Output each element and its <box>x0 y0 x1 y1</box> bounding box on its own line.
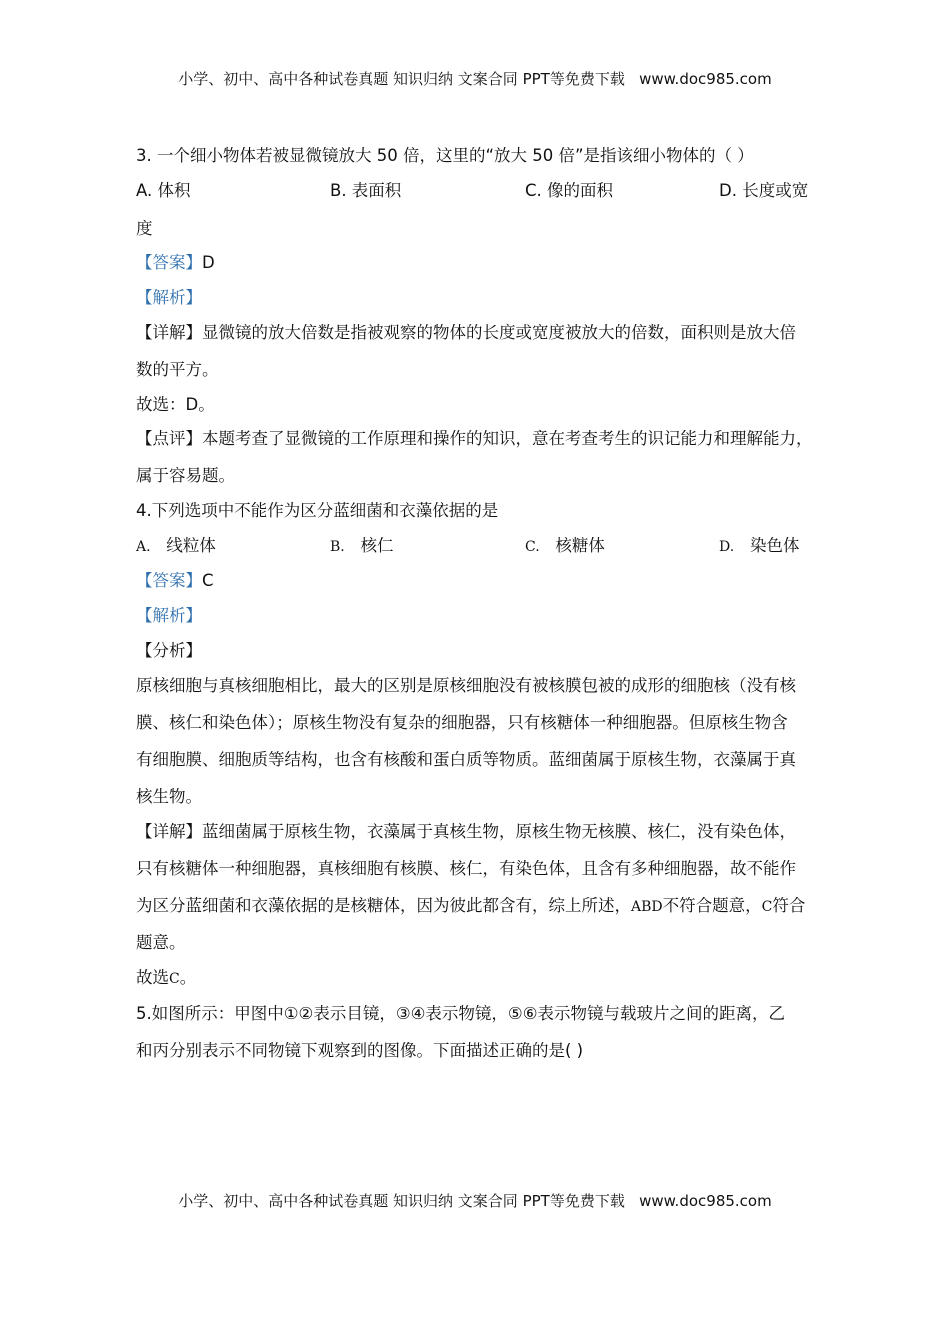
q4-option-d: D. 染色体 <box>719 536 800 555</box>
q4-analysis-label: 【解析】 <box>136 606 202 625</box>
q4-choose: 故选C。 <box>136 968 197 987</box>
detail-text: 蓝细菌属于原核生物，衣藻属于真核生物，原核生物无核膜、核仁，没有染色体， <box>202 822 796 841</box>
q4-fenxi-line4: 核生物。 <box>136 787 202 806</box>
q3-analysis-label: 【解析】 <box>136 288 202 307</box>
q4-fenxi-line1: 原核细胞与真核细胞相比，最大的区别是原核细胞没有被核膜包被的成形的细胞核（没有核 <box>136 676 796 695</box>
q3-option-d-wrap: 度 <box>136 219 153 238</box>
q5-stem-line1: 5.如图所示：甲图中①②表示目镜，③④表示物镜，⑤⑥表示物镜与载玻片之间的距离，乙 <box>136 1004 785 1023</box>
q3-option-b: B. 表面积 <box>330 181 402 200</box>
q3-option-a: A. 体积 <box>136 181 191 200</box>
q5-stem-line2: 和丙分别表示不同物镜下观察到的图像。下面描述正确的是( ) <box>136 1041 584 1060</box>
q4-detail <box>136 822 796 842</box>
q3-comment <box>136 429 813 449</box>
answer-value: D <box>202 253 215 272</box>
q4-option-b: B. 核仁 <box>330 536 394 555</box>
q3-detail-line2: 数的平方。 <box>136 360 219 379</box>
q3-comment-line2: 属于容易题。 <box>136 466 235 485</box>
q3-detail <box>136 323 796 343</box>
answer-value: C <box>202 571 214 590</box>
q4-option-c: C. 核糖体 <box>525 536 605 555</box>
q4-detail-line4: 题意。 <box>136 933 186 952</box>
q4-answer <box>136 571 214 591</box>
detail-label: 【详解】 <box>136 822 202 841</box>
detail-label: 【详解】 <box>136 323 202 342</box>
answer-label: 【答案】 <box>136 571 202 590</box>
page-header: 小学、初中、高中各种试卷真题 知识归纳 文案合同 PPT等免费下载 www.doc985.com <box>178 70 772 88</box>
q4-detail-line2: 只有核糖体一种细胞器，真核细胞有核膜、核仁，有染色体，且含有多种细胞器，故不能作 <box>136 859 796 878</box>
q3-answer <box>136 253 215 273</box>
q4-stem: 4.下列选项中不能作为区分蓝细菌和衣藻依据的是 <box>136 501 499 520</box>
q4-fenxi-line3: 有细胞膜、细胞质等结构，也含有核酸和蛋白质等物质。蓝细菌属于原核生物，衣藻属于真 <box>136 750 796 769</box>
q4-fenxi-line2: 膜、核仁和染色体）；原核生物没有复杂的细胞器，只有核糖体一种细胞器。但原核生物含 <box>136 713 788 732</box>
q3-stem: 3. 一个细小物体若被显微镜放大 50 倍，这里的“放大 50 倍”是指该细小物体的（ ） <box>136 146 754 165</box>
q3-option-d: D. 长度或宽 <box>719 181 809 200</box>
page-footer: 小学、初中、高中各种试卷真题 知识归纳 文案合同 PPT等免费下载 www.doc985.com <box>178 1192 772 1210</box>
comment-label: 【点评】 <box>136 429 202 448</box>
q3-option-c: C. 像的面积 <box>525 181 614 200</box>
q4-option-a: A. 线粒体 <box>136 536 216 555</box>
q3-choose: 故选：D。 <box>136 395 215 414</box>
detail-text: 显微镜的放大倍数是指被观察的物体的长度或宽度被放大的倍数，面积则是放大倍 <box>202 323 796 342</box>
comment-text: 本题考查了显微镜的工作原理和操作的知识，意在考查考生的识记能力和理解能力， <box>202 429 813 448</box>
q4-fenxi-label: 【分析】 <box>136 641 202 660</box>
answer-label: 【答案】 <box>136 253 202 272</box>
q4-detail-line3: 为区分蓝细菌和衣藻依据的是核糖体，因为彼此都含有，综上所述，ABD不符合题意，C符合 <box>136 896 806 915</box>
